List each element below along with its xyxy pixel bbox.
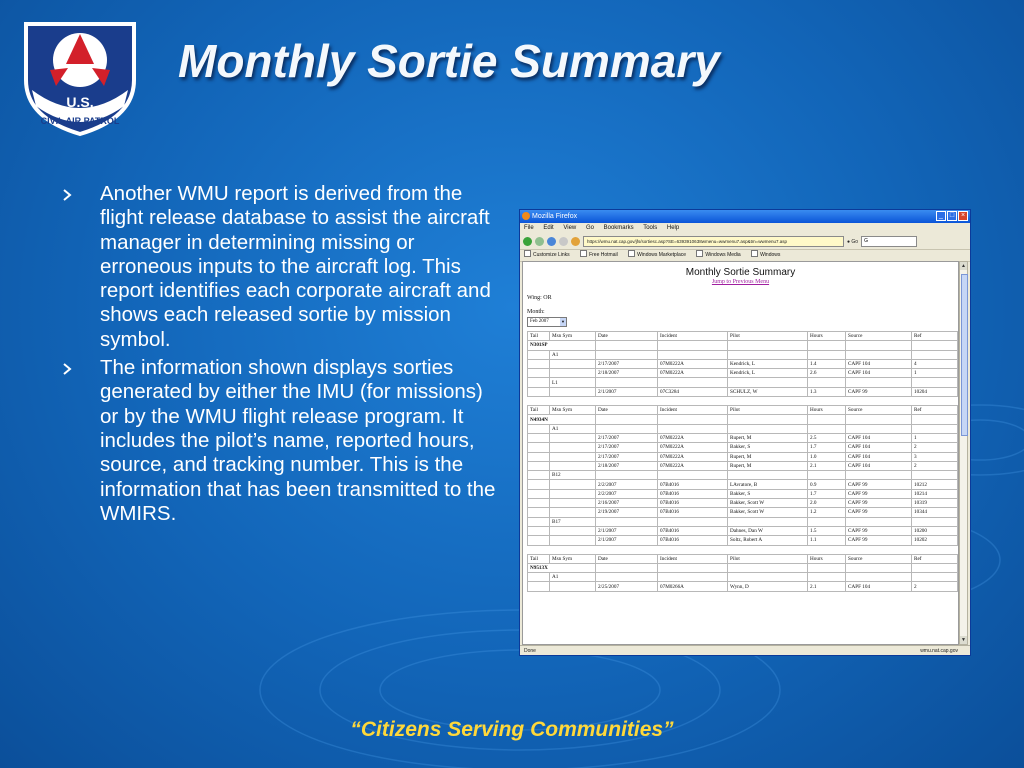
aircraft-table (527, 554, 958, 592)
table-cell: Tail (528, 406, 550, 415)
scrollbar-thumb[interactable] (961, 274, 968, 436)
menu-file[interactable]: File (524, 225, 534, 231)
table-cell: Kendrick, L (728, 359, 808, 368)
navigation-toolbar (520, 234, 970, 250)
table-cell: 07B4016 (658, 536, 728, 545)
mission-symbol-row (528, 517, 958, 526)
table-cell (912, 563, 958, 572)
reload-icon[interactable] (547, 237, 556, 246)
table-cell: Ref (912, 332, 958, 341)
table-cell: Kendrick, L (728, 369, 808, 378)
table-header-row (528, 554, 958, 563)
chevron-down-icon: ▼ (561, 319, 565, 324)
table-row (528, 443, 958, 452)
table-cell: L1 (550, 378, 596, 387)
mission-symbol-row (528, 424, 958, 433)
table-cell (596, 573, 658, 582)
table-cell: 2/1/2007 (596, 526, 658, 535)
table-row (528, 526, 958, 535)
table-cell: 2/2/2007 (596, 489, 658, 498)
table-cell: B12 (550, 471, 596, 480)
status-bar (520, 645, 970, 655)
table-cell (846, 415, 912, 424)
table-cell (596, 517, 658, 526)
table-cell: CAPF 104 (846, 359, 912, 368)
table-cell: 07B4016 (658, 499, 728, 508)
scroll-up-icon[interactable]: ▲ (961, 263, 966, 269)
table-cell (728, 424, 808, 433)
previous-menu-link[interactable]: Jump to Previous Menu (711, 279, 770, 285)
table-cell (658, 415, 728, 424)
menu-edit[interactable]: Edit (543, 225, 554, 231)
table-cell: Ref (912, 554, 958, 563)
arrow-bullet-icon (62, 363, 74, 375)
table-cell (596, 415, 658, 424)
close-button[interactable]: × (958, 211, 968, 221)
table-cell: Tail (528, 332, 550, 341)
table-cell (528, 424, 550, 433)
table-cell: 1.0 (808, 452, 846, 461)
table-cell (912, 573, 958, 582)
search-field[interactable]: G (861, 236, 917, 247)
table-cell (528, 499, 550, 508)
table-row (528, 359, 958, 368)
table-cell (550, 480, 596, 489)
table-cell (846, 424, 912, 433)
table-cell (658, 517, 728, 526)
table-cell (808, 415, 846, 424)
table-cell (550, 582, 596, 591)
table-row (528, 461, 958, 470)
table-cell: 2 (912, 443, 958, 452)
table-cell (808, 471, 846, 480)
table-cell: Date (596, 406, 658, 415)
browser-window (519, 209, 971, 656)
back-icon[interactable] (523, 237, 532, 246)
table-cell (596, 341, 658, 350)
maximize-button[interactable]: □ (947, 211, 957, 221)
table-cell (912, 350, 958, 359)
table-cell: 0.9 (808, 480, 846, 489)
table-cell: CAPF 104 (846, 461, 912, 470)
slide-title: Monthly Sortie Summary (178, 35, 720, 87)
window-title: Mozilla Firefox (532, 213, 578, 220)
table-row (528, 499, 958, 508)
table-cell: 2/25/2007 (596, 582, 658, 591)
table-cell (808, 517, 846, 526)
report-tables (523, 331, 958, 600)
table-cell (528, 452, 550, 461)
table-cell (528, 508, 550, 517)
table-cell: Incident (658, 554, 728, 563)
table-cell: CAPF 104 (846, 369, 912, 378)
bullet-list (62, 182, 496, 530)
table-cell (528, 536, 550, 545)
table-cell: Date (596, 554, 658, 563)
table-cell (550, 536, 596, 545)
table-cell: 1.7 (808, 443, 846, 452)
table-cell (596, 471, 658, 480)
table-cell: Pilot (728, 406, 808, 415)
table-header-row (528, 332, 958, 341)
table-cell: Pilot (728, 554, 808, 563)
bookmark-item[interactable]: Windows Marketplace (628, 252, 686, 258)
table-cell (550, 489, 596, 498)
table-cell: 10200 (912, 526, 958, 535)
table-cell: 1.7 (808, 489, 846, 498)
table-cell (912, 424, 958, 433)
table-cell: Bakker, Scott W (728, 499, 808, 508)
table-cell (728, 378, 808, 387)
table-cell (846, 350, 912, 359)
table-cell (912, 378, 958, 387)
table-cell: 07M0222A (658, 452, 728, 461)
table-cell: CAPF 104 (846, 443, 912, 452)
table-cell (596, 424, 658, 433)
table-cell (596, 350, 658, 359)
table-cell: Hours (808, 554, 846, 563)
table-cell: Wynn, D (728, 582, 808, 591)
table-cell (658, 378, 728, 387)
table-cell: 07M0222A (658, 369, 728, 378)
menu-bookmarks[interactable]: Bookmarks (603, 225, 634, 231)
aircraft-table (527, 405, 958, 545)
table-cell: 07M0266A (658, 582, 728, 591)
tail-row (528, 415, 958, 424)
table-cell: 1 (912, 433, 958, 442)
table-row (528, 489, 958, 498)
table-cell: N9513X (528, 563, 596, 572)
table-row (528, 536, 958, 545)
table-cell: Soltz, Robert A (728, 536, 808, 545)
table-cell (808, 573, 846, 582)
table-cell (912, 341, 958, 350)
table-cell: 2/2/2007 (596, 480, 658, 489)
menu-go[interactable]: Go (585, 225, 594, 231)
civil-air-patrol-logo (16, 14, 144, 138)
table-cell: 07B4016 (658, 508, 728, 517)
table-cell: Msn Sym (550, 406, 596, 415)
table-cell (528, 526, 550, 535)
url-field[interactable]: https://wmu.nat.cap.gov/jfs/sortiesc.asp?SE=6393910638wmenu=wwmenu7.asp&tm=wwmenu7.asp (583, 236, 844, 247)
table-cell (658, 341, 728, 350)
table-cell: 10344 (912, 508, 958, 517)
status-host: wmu.nat.cap.gov (920, 648, 958, 654)
table-cell (550, 461, 596, 470)
table-cell (728, 415, 808, 424)
table-cell: SCHULZ, W (728, 387, 808, 396)
table-cell: CAPF 99 (846, 480, 912, 489)
table-cell (912, 471, 958, 480)
logo-us-text: U.S. (66, 94, 94, 110)
table-cell: CAPF 104 (846, 452, 912, 461)
table-cell (528, 359, 550, 368)
logo-ring-text: CIVIL AIR PATROL (40, 116, 120, 126)
table-cell: Rupert, M (728, 461, 808, 470)
browser-titlebar (520, 210, 970, 223)
scroll-down-icon[interactable]: ▼ (961, 637, 966, 643)
table-cell (550, 369, 596, 378)
table-cell (528, 582, 550, 591)
aircraft-table (527, 331, 958, 397)
report-title: Monthly Sortie Summary (685, 267, 796, 278)
table-cell: Incident (658, 332, 728, 341)
mission-symbol-row (528, 350, 958, 359)
table-cell (846, 341, 912, 350)
table-cell: Bakker, Scott W (728, 508, 808, 517)
bullet-item (62, 356, 496, 526)
table-cell: 2/17/2007 (596, 443, 658, 452)
table-cell: 07B4016 (658, 526, 728, 535)
firefox-icon (522, 212, 530, 220)
table-cell: 2/19/2007 (596, 508, 658, 517)
table-cell: 10204 (912, 387, 958, 396)
table-row (528, 369, 958, 378)
table-cell (550, 508, 596, 517)
bookmark-item[interactable]: Free Hotmail (580, 252, 618, 258)
bookmark-item[interactable]: Windows (751, 252, 780, 258)
table-cell: Bakker, S (728, 443, 808, 452)
table-cell: 2/16/2007 (596, 499, 658, 508)
table-cell (912, 517, 958, 526)
table-cell (550, 526, 596, 535)
go-button[interactable]: ● Go (847, 238, 859, 245)
table-cell: 2/18/2007 (596, 369, 658, 378)
table-cell (596, 378, 658, 387)
table-cell: Hours (808, 332, 846, 341)
table-cell (528, 471, 550, 480)
table-cell: A1 (550, 350, 596, 359)
table-cell (808, 563, 846, 572)
table-cell (550, 452, 596, 461)
table-cell (658, 563, 728, 572)
table-cell: CAPF 104 (846, 582, 912, 591)
table-cell: 10214 (912, 489, 958, 498)
table-cell: 2/1/2007 (596, 387, 658, 396)
table-cell (550, 387, 596, 396)
table-cell: Msn Sym (550, 554, 596, 563)
table-cell: 2.1 (808, 461, 846, 470)
table-cell: 3 (912, 452, 958, 461)
table-cell (846, 378, 912, 387)
table-cell: 1.4 (808, 359, 846, 368)
table-cell: 07B4016 (658, 480, 728, 489)
bullet-item (62, 182, 496, 352)
table-cell: 07M0222A (658, 443, 728, 452)
forward-icon[interactable] (535, 237, 544, 246)
table-row (528, 582, 958, 591)
mission-symbol-row (528, 471, 958, 480)
table-cell: 1.1 (808, 536, 846, 545)
table-cell: Bakker, S (728, 489, 808, 498)
table-cell: Hours (808, 406, 846, 415)
table-cell: Dahnes, Dan W (728, 526, 808, 535)
table-cell (528, 443, 550, 452)
tail-row (528, 341, 958, 350)
table-cell: 07M0222A (658, 433, 728, 442)
table-cell (550, 443, 596, 452)
table-cell: 07M0222A (658, 461, 728, 470)
table-row (528, 452, 958, 461)
table-cell: 2.1 (808, 582, 846, 591)
minimize-button[interactable]: _ (936, 211, 946, 221)
table-cell (728, 341, 808, 350)
month-select-value: Feb 2007 (530, 319, 549, 324)
table-cell: 10319 (912, 499, 958, 508)
mission-symbol-row (528, 378, 958, 387)
table-cell (528, 489, 550, 498)
table-cell: Incident (658, 406, 728, 415)
table-cell (528, 517, 550, 526)
table-cell: N4934N (528, 415, 596, 424)
table-cell: CAPF 99 (846, 489, 912, 498)
table-cell (846, 471, 912, 480)
table-cell: Source (846, 406, 912, 415)
table-cell: A1 (550, 573, 596, 582)
bookmark-item[interactable]: Windows Media (696, 252, 740, 258)
wing-label: Wing: OR (527, 295, 552, 301)
table-cell (528, 350, 550, 359)
table-cell: 07B4016 (658, 489, 728, 498)
table-cell (658, 424, 728, 433)
table-cell (846, 517, 912, 526)
table-cell: 2 (912, 461, 958, 470)
table-cell: CAPF 99 (846, 526, 912, 535)
table-cell (658, 573, 728, 582)
table-cell: LAvratore, B (728, 480, 808, 489)
table-cell: 2.6 (808, 369, 846, 378)
table-cell: Msn Sym (550, 332, 596, 341)
table-cell: 2/17/2007 (596, 359, 658, 368)
stop-icon[interactable] (559, 237, 568, 246)
table-cell: 07C3284 (658, 387, 728, 396)
table-cell: B17 (550, 517, 596, 526)
slide-footer: “Citizens Serving Communities” (350, 718, 674, 741)
table-cell (808, 341, 846, 350)
arrow-bullet-icon (62, 189, 74, 201)
table-cell: Source (846, 332, 912, 341)
table-cell: 2/17/2007 (596, 433, 658, 442)
table-cell: Date (596, 332, 658, 341)
table-cell: A1 (550, 424, 596, 433)
table-cell: 10212 (912, 480, 958, 489)
table-cell (728, 573, 808, 582)
menu-bar (520, 223, 970, 234)
page-content (522, 261, 959, 645)
table-cell (528, 387, 550, 396)
table-cell (528, 369, 550, 378)
table-cell (528, 378, 550, 387)
table-cell (550, 359, 596, 368)
table-cell (658, 350, 728, 359)
table-cell: CAPF 99 (846, 499, 912, 508)
table-cell (728, 471, 808, 480)
home-icon[interactable] (571, 237, 580, 246)
table-cell (550, 499, 596, 508)
table-cell: CAPF 99 (846, 387, 912, 396)
vertical-scrollbar[interactable] (959, 261, 968, 645)
table-cell: Tail (528, 554, 550, 563)
table-cell (550, 433, 596, 442)
table-cell: 1 (912, 369, 958, 378)
bullet-text: Another WMU report is derived from the flight release database to assist the aircraft manager in determining missing or erroneous inputs to the aircraft log. This report identifies each corporate aircraft and shows each released sortie by mission symbol. (100, 182, 491, 351)
table-cell (728, 350, 808, 359)
table-cell (528, 480, 550, 489)
table-cell: 2.0 (808, 499, 846, 508)
table-cell: 2/18/2007 (596, 461, 658, 470)
table-cell: Rupert, M (728, 452, 808, 461)
table-header-row (528, 406, 958, 415)
table-row (528, 480, 958, 489)
table-cell: 10202 (912, 536, 958, 545)
table-cell: CAPF 104 (846, 433, 912, 442)
bookmark-item[interactable]: Customize Links (524, 252, 570, 258)
table-cell: 07M0222A (658, 359, 728, 368)
table-cell (528, 433, 550, 442)
table-cell: Rupert, M (728, 433, 808, 442)
table-cell: N301SP (528, 341, 596, 350)
table-cell: 2 (912, 582, 958, 591)
menu-tools[interactable]: Tools (643, 225, 658, 231)
table-cell: 2.5 (808, 433, 846, 442)
table-cell (596, 563, 658, 572)
table-cell (808, 350, 846, 359)
table-cell: 1.2 (808, 508, 846, 517)
month-label: Month: (527, 309, 545, 315)
table-cell: CAPF 99 (846, 536, 912, 545)
table-cell (728, 517, 808, 526)
table-row (528, 508, 958, 517)
table-cell: Pilot (728, 332, 808, 341)
table-cell: 2/17/2007 (596, 452, 658, 461)
table-cell: 1.3 (808, 387, 846, 396)
table-row (528, 433, 958, 442)
table-cell (846, 563, 912, 572)
table-cell (528, 573, 550, 582)
table-cell: 2/1/2007 (596, 536, 658, 545)
table-cell (846, 573, 912, 582)
status-text: Done (524, 648, 536, 654)
table-cell: CAPF 99 (846, 508, 912, 517)
table-cell (658, 471, 728, 480)
table-cell (728, 563, 808, 572)
tail-row (528, 563, 958, 572)
table-cell (808, 378, 846, 387)
table-cell: 4 (912, 359, 958, 368)
table-cell: 1.5 (808, 526, 846, 535)
table-cell (808, 424, 846, 433)
mission-symbol-row (528, 573, 958, 582)
table-cell (528, 461, 550, 470)
month-select[interactable] (527, 317, 567, 327)
table-row (528, 387, 958, 396)
menu-help[interactable]: Help (666, 225, 680, 231)
menu-view[interactable]: View (563, 225, 577, 231)
table-cell: Source (846, 554, 912, 563)
table-cell (912, 415, 958, 424)
table-cell: Ref (912, 406, 958, 415)
bullet-text: The information shown displays sorties generated by either the IMU (for missions) or by the WMU flight release program. It includes the pilot’s name, reported hours, source, and tracking number. This is the information that has been transmitted to the WMIRS. (100, 356, 496, 525)
